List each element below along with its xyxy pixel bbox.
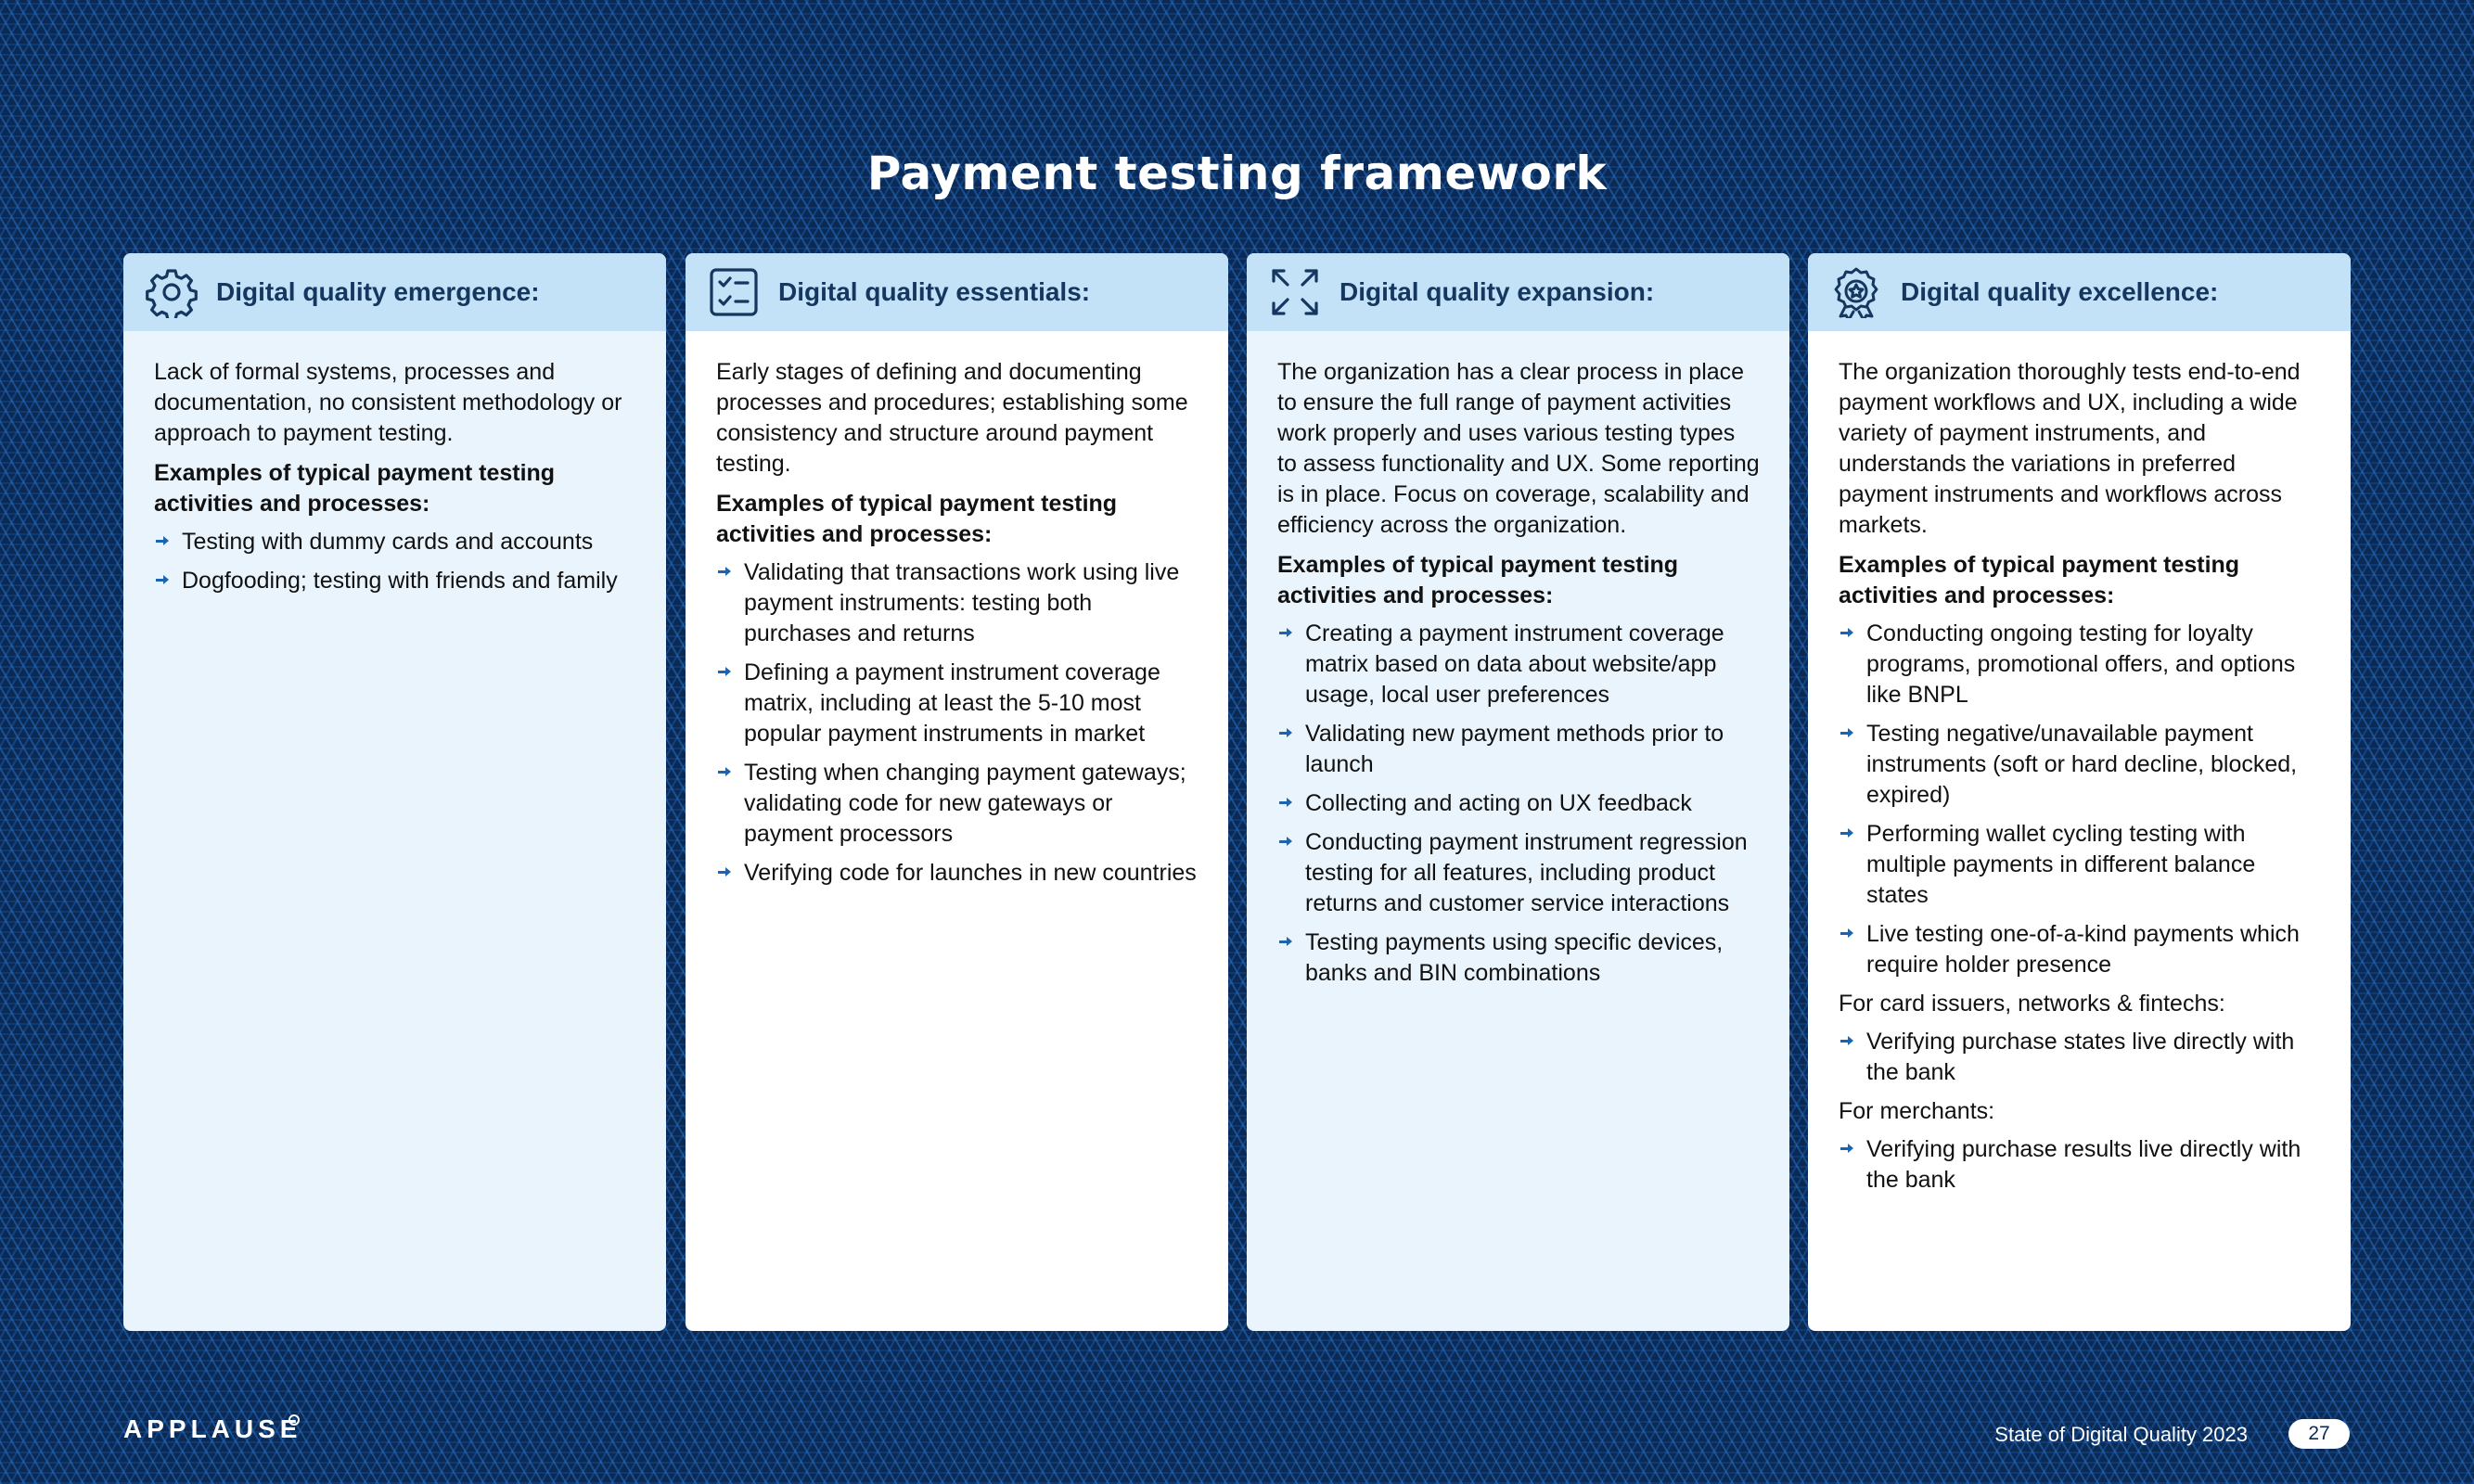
list-item: Conducting payment instrument regression testing for all features, including product returns and customer service interactions xyxy=(1277,827,1760,919)
issuers-label: For card issuers, networks & fintechs: xyxy=(1839,991,2225,1017)
examples-heading: Examples of typical payment testing activities and processes: xyxy=(154,460,556,517)
list-item: Creating a payment instrument coverage matrix based on data about website/app usage, local user preferences xyxy=(1277,619,1760,710)
report-title: State of Digital Quality 2023 xyxy=(1994,1423,2248,1446)
card-header xyxy=(1808,253,2351,331)
card-intro: The organization has a clear process in place to ensure the full range of payment activities work properly and uses various testing types to assess functionality and UX. Some reporting is in place. Focus on coverage, scalability and efficiency across the organization. xyxy=(1277,359,1760,538)
examples-heading: Examples of typical payment testing activities and processes: xyxy=(716,491,1118,547)
examples-list xyxy=(716,557,1199,889)
card-body xyxy=(686,331,1228,889)
examples-list xyxy=(1839,619,2321,980)
issuers-list xyxy=(1839,1027,2321,1088)
card-excellence xyxy=(1808,253,2351,1331)
list-item: Testing negative/unavailable payment instruments (soft or hard decline, blocked, expired) xyxy=(1839,719,2321,811)
examples-heading: Examples of typical payment testing activities and processes: xyxy=(1839,552,2240,608)
examples-heading: Examples of typical payment testing activities and processes: xyxy=(1277,552,1679,608)
card-header xyxy=(123,253,666,331)
list-item: Live testing one-of-a-kind payments which require holder presence xyxy=(1839,919,2321,980)
list-item: Testing payments using specific devices, banks and BIN combinations xyxy=(1277,928,1760,989)
page-title: Payment testing framework xyxy=(866,147,1608,200)
list-item: Dogfooding; testing with friends and family xyxy=(154,566,636,596)
list-item: Validating that transactions work using live payment instruments: testing both purchases and returns xyxy=(716,557,1199,649)
card-title: Digital quality emergence: xyxy=(216,277,540,306)
card-header xyxy=(686,253,1228,331)
card-body xyxy=(1247,331,1789,989)
card-title: Digital quality essentials: xyxy=(778,277,1091,306)
examples-list xyxy=(1277,619,1760,989)
expand-icon xyxy=(1269,266,1321,318)
list-item: Testing with dummy cards and accounts xyxy=(154,527,636,557)
list-item: Validating new payment methods prior to launch xyxy=(1277,719,1760,780)
card-title: Digital quality excellence: xyxy=(1901,277,2219,306)
card-intro: Early stages of defining and documenting processes and procedures; establishing some consistency and structure around payment testing. xyxy=(716,359,1188,477)
card-intro: Lack of formal systems, processes and documentation, no consistent methodology or approach to payment testing. xyxy=(154,359,622,446)
card-header xyxy=(1247,253,1789,331)
brand-logo: APPLAUSE xyxy=(123,1414,302,1443)
list-item: Performing wallet cycling testing with multiple payments in different balance states xyxy=(1839,819,2321,911)
card-body xyxy=(1808,331,2351,1196)
card-expansion xyxy=(1247,253,1789,1331)
list-item: Verifying purchase states live directly with the bank xyxy=(1839,1027,2321,1088)
checklist-icon xyxy=(708,266,760,318)
brand-logo-dot xyxy=(288,1414,300,1426)
card-title: Digital quality expansion: xyxy=(1340,277,1655,306)
page-number: 27 xyxy=(2288,1419,2350,1449)
card-body xyxy=(123,331,666,596)
award-badge-icon xyxy=(1830,266,1882,318)
list-item: Conducting ongoing testing for loyalty programs, promotional offers, and options like BNPL xyxy=(1839,619,2321,710)
card-intro: The organization thoroughly tests end-to-end payment workflows and UX, including a wide variety of payment instruments, and understands the variations in preferred payment instruments and workflows across markets. xyxy=(1839,359,2301,538)
list-item: Verifying purchase results live directly with the bank xyxy=(1839,1134,2321,1196)
card-essentials xyxy=(686,253,1228,1331)
merchants-list xyxy=(1839,1134,2321,1196)
examples-list xyxy=(154,527,636,596)
list-item: Testing when changing payment gateways; validating code for new gateways or payment processors xyxy=(716,758,1199,850)
list-item: Collecting and acting on UX feedback xyxy=(1277,788,1760,819)
list-item: Defining a payment instrument coverage matrix, including at least the 5-10 most popular payment instruments in market xyxy=(716,658,1199,749)
card-emergence xyxy=(123,253,666,1331)
gear-icon xyxy=(146,266,198,318)
list-item: Verifying code for launches in new countries xyxy=(716,858,1199,889)
merchants-label: For merchants: xyxy=(1839,1098,1995,1124)
